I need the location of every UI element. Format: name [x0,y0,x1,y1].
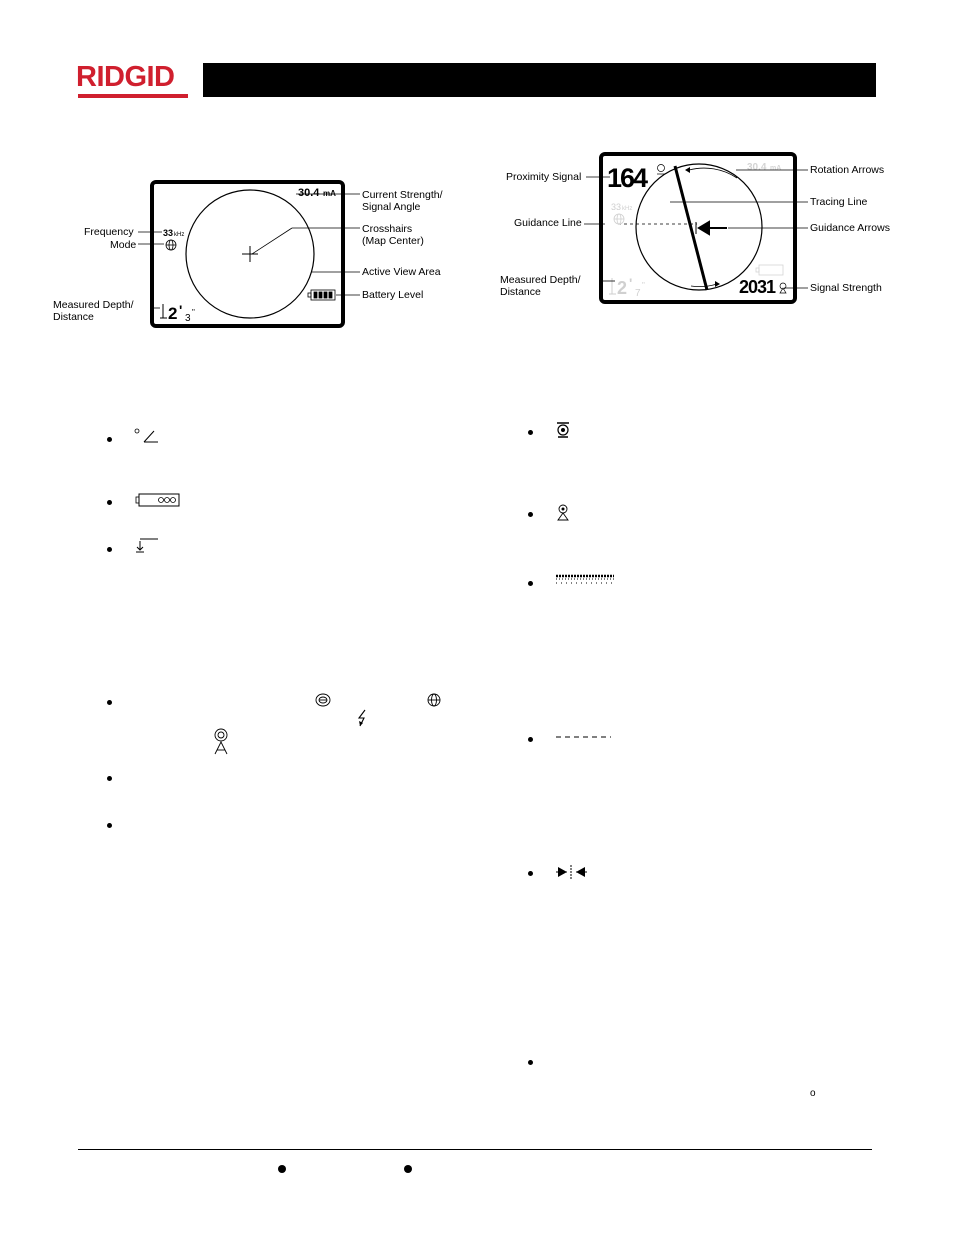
ridgid-logo: RIDGID [76,61,175,93]
footer-rule [78,1149,872,1150]
label-current-strength-1: Current Strength/ [362,189,443,201]
label-active-view: Active View Area [362,266,441,278]
label-measured-depth-r2: Distance [500,286,541,298]
signal-tower-icon [556,504,570,522]
bullet [528,871,533,876]
bullet [107,776,112,781]
footer-separator-dot [278,1165,286,1173]
svg-text:': ' [629,275,633,291]
label-proximity: Proximity Signal [506,171,582,183]
label-measured-depth-2: Distance [53,311,94,323]
current-strength-value: 30.4 [298,187,320,199]
label-signal-strength: Signal Strength [810,282,882,294]
frequency-value-dim: 33 [611,202,622,212]
svg-text:': ' [179,302,183,318]
svg-text:mA: mA [770,165,782,172]
sonde-icon [555,421,571,439]
passive-antenna-icon [212,728,230,756]
guidance-arrows-icon [556,864,588,880]
sonde-mode-icon [314,692,332,708]
footer-separator-dot [404,1165,412,1173]
label-measured-depth-r1: Measured Depth/ [500,274,581,286]
label-battery: Battery Level [362,289,424,301]
frequency-value: 33 [163,228,174,238]
passive-power-icon [355,709,371,727]
svg-text:": " [192,308,195,317]
right-leader-lines [580,160,820,310]
svg-text:kHz: kHz [622,206,633,212]
degree-symbol: o [810,1088,816,1099]
line-trace-mode-icon [425,692,443,708]
bullet [107,547,112,552]
depth-feet-dim: 2 [617,278,628,298]
depth-feet: 2 [168,304,178,323]
bullet [107,437,112,442]
label-tracing-line: Tracing Line [810,196,868,208]
signal-angle-icon [134,428,160,444]
depth-measure-icon [134,538,160,554]
label-frequency: Frequency [84,226,134,238]
label-guidance-arrows: Guidance Arrows [810,222,890,234]
svg-text:": " [642,281,645,290]
label-measured-depth-1: Measured Depth/ [53,299,134,311]
signal-strength-value: 2031 [739,277,776,297]
bullet [528,512,533,517]
logo-underline [78,94,188,98]
header-bar [203,63,876,97]
proximity-value: 164 [607,163,647,193]
frequency-unit: kHz [174,232,185,238]
label-mode: Mode [110,239,137,251]
current-strength-value-dim: 30.4 [747,162,767,173]
bullet [528,737,533,742]
label-current-strength-2: Signal Angle [362,201,421,213]
bullet [107,500,112,505]
label-rotation-arrows: Rotation Arrows [810,164,885,176]
bullet [107,700,112,705]
guidance-line-icon [556,733,612,741]
bullet [528,430,533,435]
depth-inches: 3 [185,313,191,324]
depth-inches-dim: 7 [635,288,641,299]
label-guidance-line: Guidance Line [514,217,582,229]
tracing-line-icon [556,570,616,586]
bullet [528,581,533,586]
current-strength-unit: mA [323,189,336,198]
bullet [528,1060,533,1065]
battery-level-icon [135,493,181,508]
label-crosshairs-2: (Map Center) [362,235,424,247]
bullet [107,823,112,828]
label-crosshairs-1: Crosshairs [362,223,413,235]
